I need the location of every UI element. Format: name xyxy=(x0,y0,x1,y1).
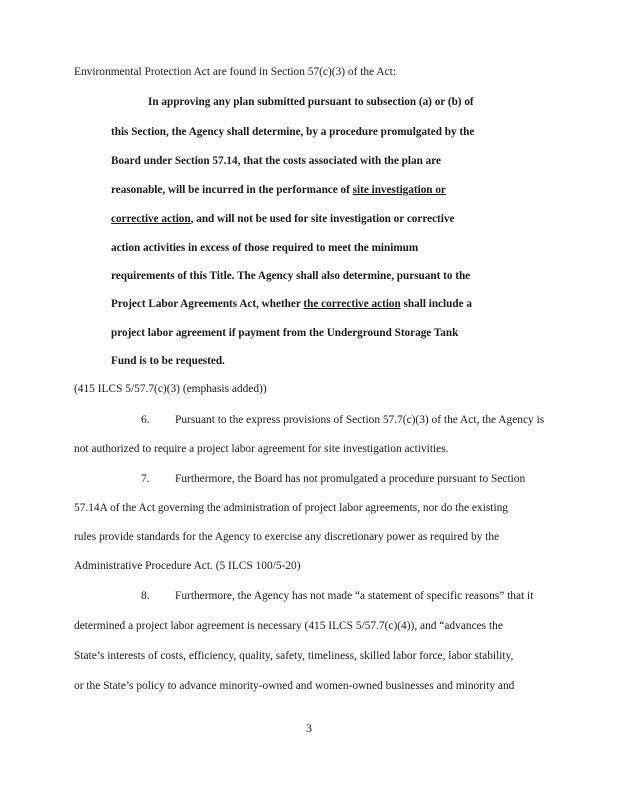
quote-line-4 xyxy=(111,184,446,196)
underlined-phrase: the corrective action xyxy=(303,298,401,310)
quote-line-1: In approving any plan submitted pursuant to subsection (a) or (b) of xyxy=(148,96,474,108)
paragraph-line: rules provide standards for the Agency to exercise any discretionary power as required by the xyxy=(74,531,500,543)
intro-line: Environmental Protection Act are found in Section 57(c)(3) of the Act: xyxy=(74,66,397,78)
paragraph-line: 57.14A of the Act governing the administration of project labor agreements, nor do the existing xyxy=(74,502,509,514)
paragraph-line: Pursuant to the express provisions of Section 57.7(c)(3) of the Act, the Agency is xyxy=(175,414,545,426)
quote-line-5-text: , and will not be used for site investigation or corrective xyxy=(190,213,455,225)
quote-line-8-text: Project Labor Agreements Act, whether xyxy=(111,298,304,310)
quote-line-3: Board under Section 57.14, that the costs associated with the plan are xyxy=(111,155,441,167)
quote-line-9: project labor agreement if payment from the Underground Storage Tank xyxy=(111,327,459,339)
quote-line-7: requirements of this Title. The Agency shall also determine, pursuant to the xyxy=(111,270,471,282)
paragraph-line: Administrative Procedure Act. (5 ILCS 100/5-20) xyxy=(74,560,301,572)
quote-line-10: Fund is to be requested. xyxy=(111,355,225,367)
underlined-phrase: site investigation or xyxy=(352,184,446,196)
paragraph-number: 6. xyxy=(141,414,150,426)
page-number: 3 xyxy=(306,721,312,735)
paragraph-number: 8. xyxy=(141,590,150,602)
paragraph-line: determined a project labor agreement is necessary (415 ILCS 5/57.7(c)(4)), and “advances the xyxy=(74,620,503,632)
quote-line-8-tail: shall include a xyxy=(400,298,472,310)
paragraph-line: Furthermore, the Agency has not made “a statement of specific reasons” that it xyxy=(175,590,534,602)
paragraph-line: not authorized to require a project labor agreement for site investigation activities. xyxy=(74,443,449,455)
citation: (415 ILCS 5/57.7(c)(3) (emphasis added)) xyxy=(74,383,267,395)
paragraph-number: 7. xyxy=(141,473,150,485)
quote-line-2: this Section, the Agency shall determine, by a procedure promulgated by the xyxy=(111,126,475,138)
quote-line-8 xyxy=(111,298,472,310)
quote-line-6: action activities in excess of those required to meet the minimum xyxy=(111,242,419,254)
paragraph-line: Furthermore, the Board has not promulgated a procedure pursuant to Section xyxy=(175,473,526,485)
quote-line-5 xyxy=(111,213,454,225)
underlined-phrase: corrective action xyxy=(111,213,191,225)
paragraph-line: or the State’s policy to advance minority-owned and women-owned businesses and minority and xyxy=(74,680,515,692)
quote-line-4-text: reasonable, will be incurred in the performance of xyxy=(111,184,353,196)
paragraph-line: State’s interests of costs, efficiency, quality, safety, timeliness, skilled labor force, labor stability, xyxy=(74,650,514,662)
